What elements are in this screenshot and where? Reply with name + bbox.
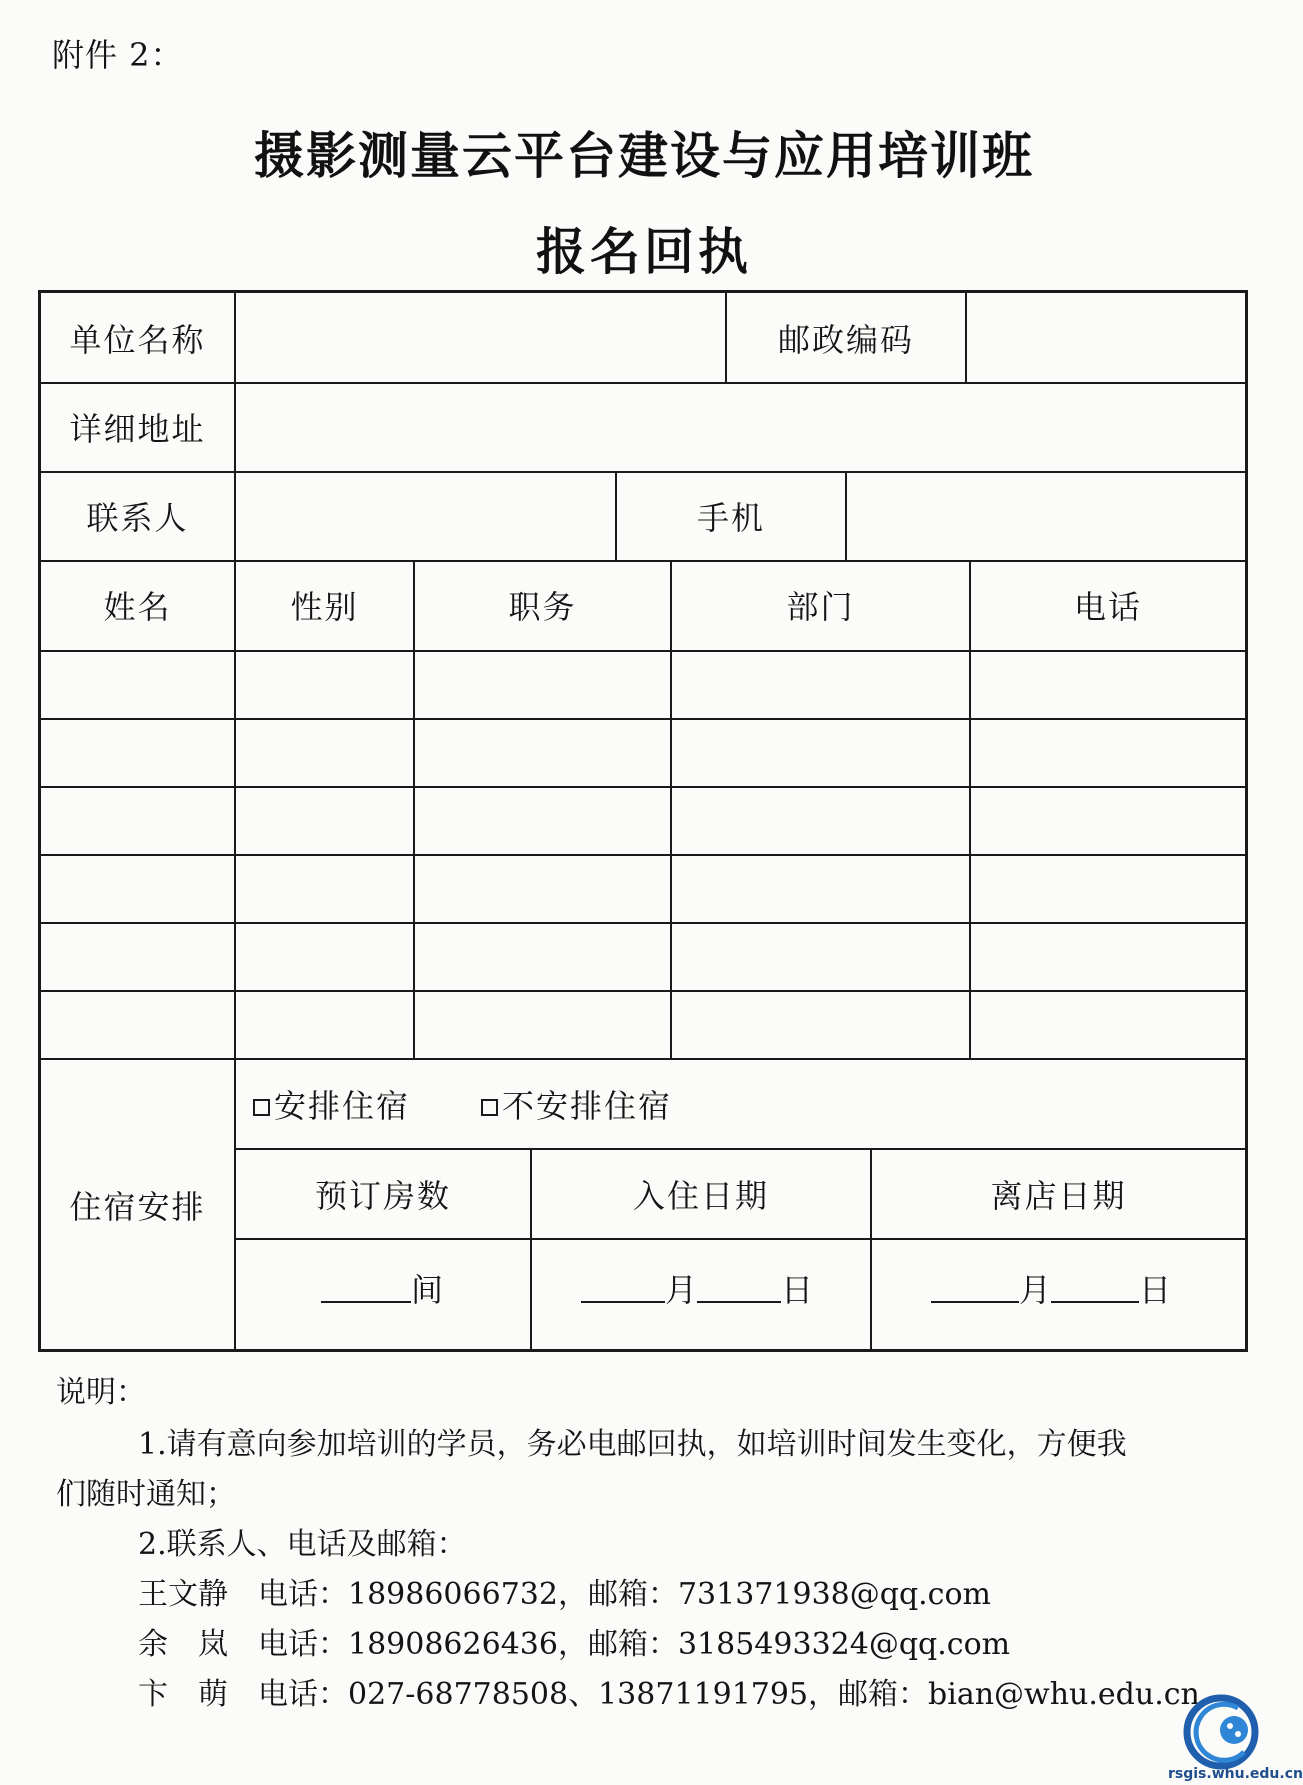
contact-name: 王文静 — [138, 1577, 228, 1612]
header-position: 职务 — [508, 588, 577, 626]
checkin-date-field[interactable] — [581, 1261, 813, 1311]
mobile-field[interactable] — [847, 473, 1245, 560]
rule — [41, 922, 1245, 924]
room-unit: 间 — [411, 1271, 444, 1309]
unit-name-label: 单位名称 — [69, 320, 206, 359]
option-arrange-label: 安排住宿 — [274, 1087, 411, 1125]
header-gender: 性别 — [290, 588, 359, 626]
note-item-2: 2.联系人、电话及邮箱： — [138, 1527, 467, 1562]
unit-name-field[interactable] — [236, 293, 725, 382]
checkout-date-field[interactable] — [931, 1261, 1171, 1311]
option-no-arrange-label: 不安排住宿 — [502, 1087, 673, 1125]
watermark-text: rsgis.whu.edu.cn — [1168, 1766, 1303, 1782]
registration-form — [38, 290, 1248, 1352]
note-item-1-cont: 们随时通知； — [56, 1477, 236, 1512]
notes-heading: 说明： — [56, 1375, 146, 1410]
rule — [41, 650, 1245, 652]
contact-row — [138, 1670, 1200, 1720]
contact-row — [138, 1620, 1010, 1670]
checkout-header: 离店日期 — [990, 1177, 1127, 1215]
option-no-lodging[interactable] — [481, 1079, 672, 1129]
contact-label: 联系人 — [86, 498, 189, 537]
mobile-label: 手机 — [696, 498, 765, 537]
room-count-field[interactable] — [321, 1261, 443, 1311]
checkin-month-label: 月 — [665, 1271, 698, 1309]
contact-info: 电话：18908626436，邮箱：3185493324@qq.com — [258, 1627, 1011, 1662]
contact-name: 卞 萌 — [138, 1677, 228, 1712]
checkin-header: 入住日期 — [632, 1177, 769, 1215]
note-item-1: 1.请有意向参加培训的学员，务必电邮回执，如培训时间发生变化，方便我 — [138, 1427, 1127, 1462]
rule — [41, 718, 1245, 720]
rule — [41, 854, 1245, 856]
contact-info: 电话：18986066732，邮箱：731371938@qq.com — [258, 1577, 991, 1612]
header-department: 部门 — [786, 588, 855, 626]
form-subtitle: 报名回执 — [536, 223, 752, 281]
header-phone: 电话 — [1073, 588, 1142, 626]
checkbox-icon[interactable] — [253, 1099, 270, 1116]
rule — [41, 786, 1245, 788]
checkbox-icon[interactable] — [481, 1099, 498, 1116]
address-field[interactable] — [236, 384, 1245, 471]
contact-info: 电话：027-68778508、13871191795，邮箱：bian@whu.edu.cn — [258, 1677, 1200, 1712]
contact-row — [138, 1570, 991, 1620]
option-arrange-lodging[interactable] — [253, 1079, 410, 1129]
address-label: 详细地址 — [69, 409, 206, 448]
contact-name: 余 岚 — [138, 1627, 228, 1662]
postal-code-label: 邮政编码 — [777, 320, 914, 359]
contact-field[interactable] — [236, 473, 615, 560]
checkout-month-label: 月 — [1019, 1271, 1052, 1309]
postal-code-field[interactable] — [967, 293, 1245, 382]
rule — [41, 990, 1245, 992]
header-name: 姓名 — [103, 588, 172, 626]
attachment-label: 附件 2： — [52, 36, 184, 74]
checkin-day-label: 日 — [781, 1271, 814, 1309]
room-count-header: 预订房数 — [314, 1177, 451, 1215]
rule — [234, 1238, 1245, 1240]
form-title: 摄影测量云平台建设与应用培训班 — [254, 127, 1034, 185]
checkout-day-label: 日 — [1139, 1271, 1172, 1309]
lodging-label: 住宿安排 — [69, 1187, 206, 1226]
